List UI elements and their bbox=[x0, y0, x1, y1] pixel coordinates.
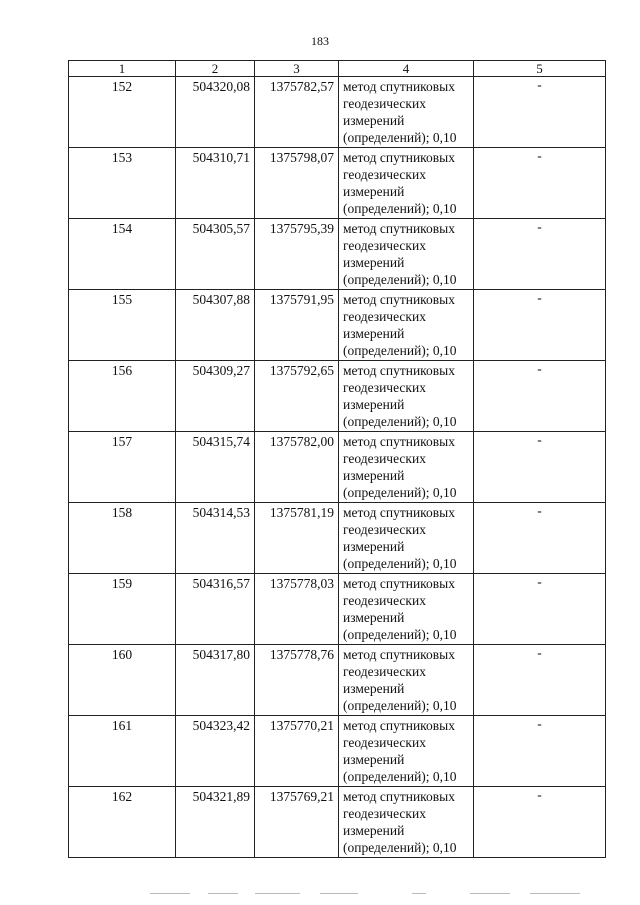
method-line: измерений bbox=[343, 823, 405, 838]
table-header bbox=[69, 61, 606, 77]
method-line: (определений); 0,10 bbox=[343, 130, 457, 145]
cell-method bbox=[339, 77, 474, 148]
table-row bbox=[69, 290, 606, 361]
table-row bbox=[69, 787, 606, 858]
method-line: геодезических bbox=[343, 96, 426, 111]
cell-method bbox=[339, 219, 474, 290]
method-line: метод спутниковых bbox=[343, 789, 455, 804]
cell-note: - bbox=[474, 219, 606, 290]
cell-point-number: 154 bbox=[69, 219, 176, 290]
cell-coord-x: 504316,57 bbox=[176, 574, 255, 645]
cell-point-number: 156 bbox=[69, 361, 176, 432]
cell-coord-x: 504307,88 bbox=[176, 290, 255, 361]
cell-note: - bbox=[474, 645, 606, 716]
table-row bbox=[69, 361, 606, 432]
cell-coord-x: 504315,74 bbox=[176, 432, 255, 503]
cell-point-number: 161 bbox=[69, 716, 176, 787]
cell-point-number: 159 bbox=[69, 574, 176, 645]
method-line: геодезических bbox=[343, 167, 426, 182]
table-row bbox=[69, 503, 606, 574]
cell-note: - bbox=[474, 716, 606, 787]
cell-method bbox=[339, 148, 474, 219]
method-line: геодезических bbox=[343, 735, 426, 750]
table-row bbox=[69, 716, 606, 787]
method-line: измерений bbox=[343, 255, 405, 270]
coordinates-table bbox=[68, 60, 606, 858]
cell-point-number: 158 bbox=[69, 503, 176, 574]
cell-method bbox=[339, 645, 474, 716]
cell-method bbox=[339, 290, 474, 361]
method-line: (определений); 0,10 bbox=[343, 627, 457, 642]
method-line: метод спутниковых bbox=[343, 505, 455, 520]
cell-point-number: 152 bbox=[69, 77, 176, 148]
method-line: метод спутниковых bbox=[343, 434, 455, 449]
cell-coord-y: 1375778,76 bbox=[255, 645, 339, 716]
cell-coord-y: 1375778,03 bbox=[255, 574, 339, 645]
cell-point-number: 162 bbox=[69, 787, 176, 858]
method-line: (определений); 0,10 bbox=[343, 272, 457, 287]
cell-coord-x: 504317,80 bbox=[176, 645, 255, 716]
method-line: (определений); 0,10 bbox=[343, 201, 457, 216]
method-line: измерений bbox=[343, 752, 405, 767]
header-col-2: 2 bbox=[176, 61, 255, 77]
cell-point-number: 155 bbox=[69, 290, 176, 361]
method-line: (определений); 0,10 bbox=[343, 556, 457, 571]
cell-point-number: 153 bbox=[69, 148, 176, 219]
method-line: (определений); 0,10 bbox=[343, 343, 457, 358]
header-col-1: 1 bbox=[69, 61, 176, 77]
cell-coord-x: 504323,42 bbox=[176, 716, 255, 787]
method-line: измерений bbox=[343, 468, 405, 483]
cell-coord-x: 504310,71 bbox=[176, 148, 255, 219]
table-row bbox=[69, 645, 606, 716]
cell-method bbox=[339, 574, 474, 645]
cell-coord-x: 504309,27 bbox=[176, 361, 255, 432]
cell-note: - bbox=[474, 290, 606, 361]
cell-note: - bbox=[474, 503, 606, 574]
table-body bbox=[69, 77, 606, 858]
cell-method bbox=[339, 503, 474, 574]
table-row bbox=[69, 432, 606, 503]
method-line: метод спутниковых bbox=[343, 79, 455, 94]
cell-method bbox=[339, 716, 474, 787]
method-line: метод спутниковых bbox=[343, 150, 455, 165]
header-row bbox=[69, 61, 606, 77]
page-number: 183 bbox=[311, 34, 329, 48]
cell-coord-y: 1375782,00 bbox=[255, 432, 339, 503]
table-row bbox=[69, 219, 606, 290]
method-line: геодезических bbox=[343, 238, 426, 253]
table-row bbox=[69, 574, 606, 645]
method-line: метод спутниковых bbox=[343, 647, 455, 662]
cell-note: - bbox=[474, 574, 606, 645]
method-line: геодезических bbox=[343, 664, 426, 679]
cell-coord-y: 1375781,19 bbox=[255, 503, 339, 574]
method-line: измерений bbox=[343, 113, 405, 128]
method-line: метод спутниковых bbox=[343, 576, 455, 591]
cell-point-number: 160 bbox=[69, 645, 176, 716]
cell-coord-y: 1375791,95 bbox=[255, 290, 339, 361]
method-line: измерений bbox=[343, 184, 405, 199]
footer-scan-marks bbox=[150, 893, 580, 899]
cell-coord-y: 1375769,21 bbox=[255, 787, 339, 858]
cell-note: - bbox=[474, 432, 606, 503]
cell-coord-x: 504314,53 bbox=[176, 503, 255, 574]
cell-note: - bbox=[474, 361, 606, 432]
header-col-3: 3 bbox=[255, 61, 339, 77]
cell-coord-x: 504321,89 bbox=[176, 787, 255, 858]
cell-coord-x: 504320,08 bbox=[176, 77, 255, 148]
cell-coord-y: 1375782,57 bbox=[255, 77, 339, 148]
cell-point-number: 157 bbox=[69, 432, 176, 503]
cell-coord-y: 1375795,39 bbox=[255, 219, 339, 290]
cell-note: - bbox=[474, 787, 606, 858]
cell-coord-y: 1375798,07 bbox=[255, 148, 339, 219]
method-line: (определений); 0,10 bbox=[343, 769, 457, 784]
method-line: измерений bbox=[343, 681, 405, 696]
table-row bbox=[69, 148, 606, 219]
method-line: метод спутниковых bbox=[343, 292, 455, 307]
cell-method bbox=[339, 432, 474, 503]
method-line: метод спутниковых bbox=[343, 363, 455, 378]
method-line: измерений bbox=[343, 397, 405, 412]
cell-coord-y: 1375770,21 bbox=[255, 716, 339, 787]
method-line: геодезических bbox=[343, 593, 426, 608]
cell-method bbox=[339, 361, 474, 432]
cell-note: - bbox=[474, 77, 606, 148]
method-line: (определений); 0,10 bbox=[343, 840, 457, 855]
method-line: геодезических bbox=[343, 806, 426, 821]
method-line: (определений); 0,10 bbox=[343, 414, 457, 429]
cell-coord-x: 504305,57 bbox=[176, 219, 255, 290]
method-line: метод спутниковых bbox=[343, 221, 455, 236]
cell-note: - bbox=[474, 148, 606, 219]
header-col-5: 5 bbox=[474, 61, 606, 77]
method-line: (определений); 0,10 bbox=[343, 485, 457, 500]
cell-method bbox=[339, 787, 474, 858]
method-line: геодезических bbox=[343, 380, 426, 395]
method-line: измерений bbox=[343, 326, 405, 341]
cell-coord-y: 1375792,65 bbox=[255, 361, 339, 432]
method-line: геодезических bbox=[343, 522, 426, 537]
header-col-4: 4 bbox=[339, 61, 474, 77]
method-line: (определений); 0,10 bbox=[343, 698, 457, 713]
method-line: метод спутниковых bbox=[343, 718, 455, 733]
method-line: геодезических bbox=[343, 309, 426, 324]
method-line: измерений bbox=[343, 539, 405, 554]
method-line: измерений bbox=[343, 610, 405, 625]
method-line: геодезических bbox=[343, 451, 426, 466]
table-row bbox=[69, 77, 606, 148]
